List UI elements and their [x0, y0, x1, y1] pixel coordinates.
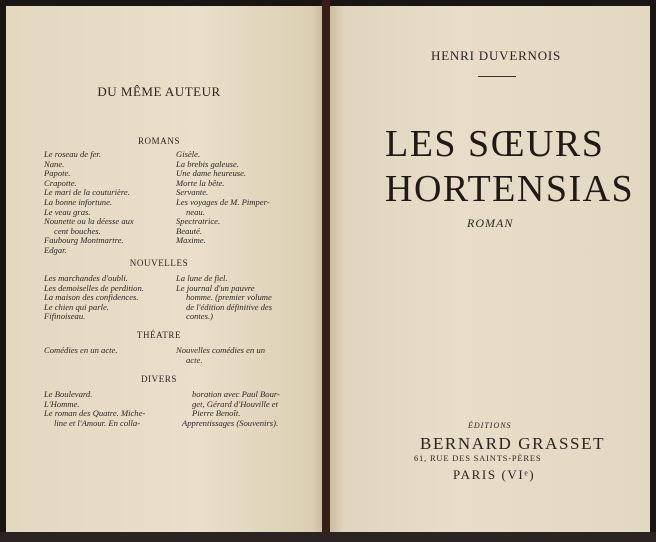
list-item: Nouvelles comédies en un — [176, 345, 266, 355]
list-item: Spectratrice. — [176, 216, 221, 227]
genre-label: ROMAN — [467, 216, 514, 230]
publisher-name: BERNARD GRASSET — [420, 434, 606, 453]
list-item: Maxime. — [176, 235, 206, 246]
list-item: La bonne infortune. — [44, 196, 113, 207]
list-item: Les voyages de M. Pimper- — [176, 196, 270, 207]
list-item: contes.) — [186, 311, 213, 322]
list-item: La brebis galeuse. — [176, 158, 239, 169]
book-title-line2: HORTENSIAS — [385, 168, 635, 210]
list-item: Pierre Benoît. — [192, 408, 241, 419]
list-item: Nounette ou la déesse aux — [44, 216, 134, 227]
list-item: La lune de fiel. — [176, 273, 228, 283]
list-item: Faubourg Montmartre. — [44, 235, 124, 246]
list-item: Les demoiselles de perdition. — [44, 282, 144, 293]
book-title-line1: LES SŒURS — [385, 123, 605, 165]
author-name: HENRI DUVERNOIS — [431, 48, 562, 63]
list-item: boration avec Paul Bour- — [192, 389, 280, 399]
list-item: Beauté. — [176, 225, 203, 236]
list-item: Fifinoiseau. — [44, 311, 86, 322]
book-bottom-edge — [0, 532, 656, 542]
section-title-theatre: THÉATRE — [136, 330, 182, 340]
list-item: Le roseau de fer. — [44, 149, 101, 159]
divers-col1 — [44, 390, 176, 428]
list-item: Servante. — [176, 187, 209, 198]
divers-col2 — [182, 390, 304, 428]
editions-label: ÉDITIONS — [468, 421, 512, 430]
section-title-nouvelles: NOUVELLES — [129, 258, 189, 268]
list-item: de l'édition définitive des — [186, 301, 273, 312]
list-item: Le roman des Quatre. Miche- — [44, 408, 146, 419]
list-item: homme. (premier volume — [186, 292, 272, 303]
list-item: acte. — [186, 354, 203, 365]
list-item: Crapotte. — [44, 177, 77, 188]
list-item: Une dame heureuse. — [176, 168, 247, 179]
list-item: Le journal d'un pauvre — [176, 282, 255, 293]
publisher-address: 61, RUE DES SAINTS-PÈRES — [414, 453, 542, 463]
title-rule — [478, 76, 516, 77]
nouvelles-col2 — [176, 274, 302, 322]
list-item: neau. — [186, 206, 205, 217]
list-item: Gisèle. — [176, 149, 201, 159]
section-title-romans: ROMANS — [137, 136, 181, 146]
list-item: Nane. — [44, 158, 65, 169]
romans-col2 — [176, 150, 302, 246]
list-item: Le Boulevard. — [44, 389, 93, 399]
list-item: Le mari de la couturière. — [44, 187, 130, 198]
list-item: Papote. — [44, 168, 71, 179]
list-item: line et l'Amour. En colla- — [54, 417, 141, 428]
list-item: La maison des confidences. — [44, 292, 139, 303]
book-spine — [322, 0, 330, 542]
list-item: L'Homme. — [44, 398, 80, 409]
same-author-heading: DU MÊME AUTEUR — [97, 84, 221, 99]
theatre-col2 — [176, 346, 302, 365]
list-item: Morte la bête. — [176, 177, 225, 188]
romans-col1 — [44, 150, 166, 256]
section-title-divers: DIVERS — [140, 374, 178, 384]
theatre-col1 — [44, 346, 168, 356]
publisher-city: PARIS (VIᵉ) — [453, 467, 536, 482]
list-item: Apprentissages (Souvenirs). — [182, 417, 279, 428]
list-item: Edgar. — [44, 244, 67, 255]
list-item: Les marchandes d'oubli. — [44, 273, 128, 283]
list-item: Le chien qui parle. — [44, 301, 109, 312]
nouvelles-col1 — [44, 274, 168, 322]
list-item: cent bouches. — [54, 225, 101, 236]
list-item: Le veau gras. — [44, 206, 91, 217]
list-item: get, Gérard d'Houville et — [192, 398, 279, 409]
list-item: Comédies en un acte. — [44, 345, 118, 355]
